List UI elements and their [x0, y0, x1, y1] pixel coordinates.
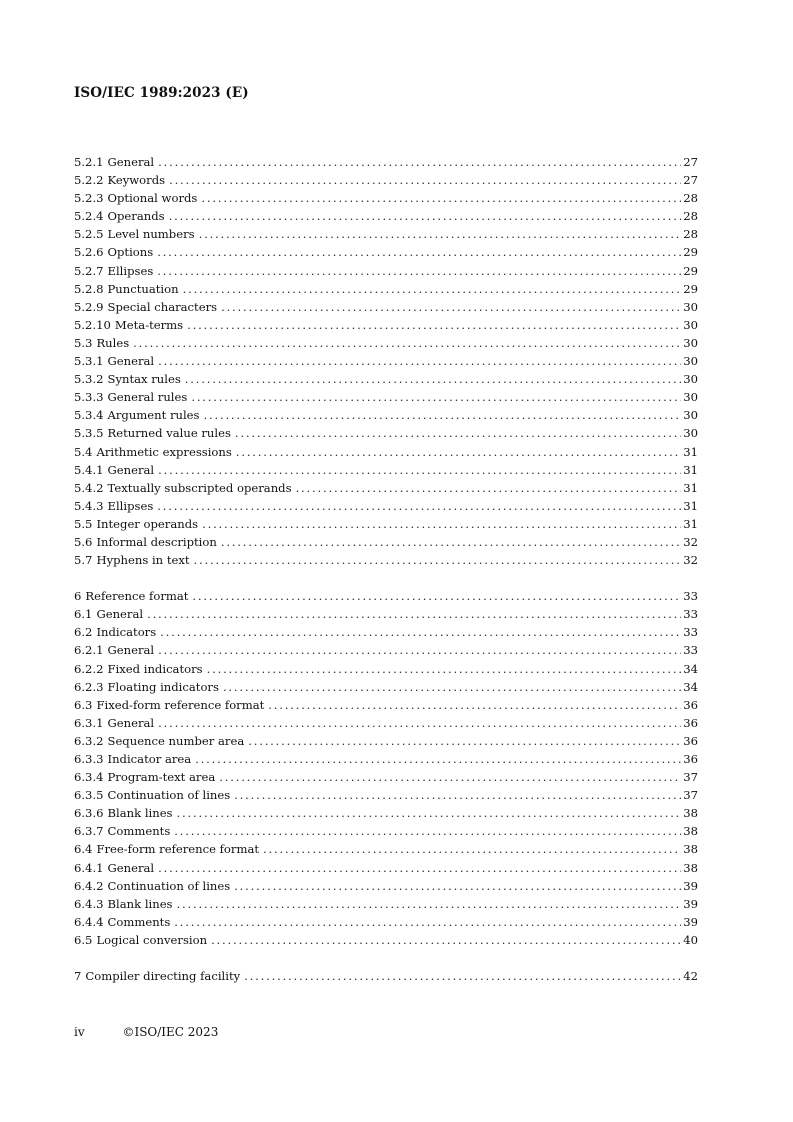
toc-entry-page: 30: [683, 317, 698, 332]
toc-entry-number: 6.4.2: [74, 878, 104, 893]
toc-entry-title: Indicators: [96, 625, 157, 640]
toc-entry[interactable]: [74, 189, 698, 207]
toc-entry[interactable]: [74, 280, 698, 298]
page-number: iv: [74, 1025, 85, 1039]
toc-entry-number: 5.4.2: [74, 480, 104, 495]
toc-dot-leader: [158, 641, 681, 659]
toc-dot-leader: [263, 840, 681, 858]
toc-dot-leader: [158, 859, 681, 877]
toc-entry-title: Logical conversion: [96, 932, 208, 947]
toc-entry-page: 28: [683, 191, 698, 206]
toc-entry[interactable]: [74, 406, 698, 424]
toc-entry-number: 6.3.5: [74, 788, 104, 803]
toc-entry[interactable]: [74, 153, 698, 171]
toc-entry[interactable]: [74, 913, 698, 931]
toc-entry-number: 6.4.4: [74, 914, 104, 929]
toc-entry-title: Operands: [107, 209, 165, 224]
toc-entry-page: 42: [683, 969, 698, 984]
toc-entry-number: 5.2.3: [74, 191, 104, 206]
toc-entry-page: 31: [683, 516, 698, 531]
toc-dot-leader: [187, 316, 681, 334]
toc-entry-title: Rules: [96, 335, 130, 350]
toc-entry[interactable]: [74, 660, 698, 678]
toc-entry[interactable]: [74, 931, 698, 949]
toc-entry-title: Indicator area: [107, 752, 192, 766]
toc-entry-number: 7: [74, 969, 82, 984]
toc-entry[interactable]: [74, 225, 698, 243]
toc-entry-number: 5.2.1: [74, 155, 104, 169]
toc-dot-leader: [177, 804, 682, 822]
toc-entry-page: 32: [683, 534, 698, 549]
toc-entry-title: Textually subscripted operands: [107, 480, 292, 495]
toc-dot-leader: [157, 262, 681, 280]
toc-dot-leader: [219, 768, 681, 786]
toc-entry[interactable]: [74, 497, 698, 515]
toc-dot-leader: [169, 171, 681, 189]
toc-entry-page: 27: [683, 173, 698, 188]
toc-entry-number: 6.2: [74, 625, 93, 640]
toc-dot-leader: [147, 605, 681, 623]
toc-dot-leader: [234, 877, 681, 895]
toc-entry-page: 39: [683, 878, 698, 893]
toc-entry-number: 5.4: [74, 444, 93, 459]
toc-dot-leader: [174, 913, 681, 931]
toc-entry-number: 5.2.7: [74, 263, 104, 278]
toc-entry-title: Comments: [107, 824, 171, 839]
toc-entry-page: 30: [683, 372, 698, 387]
toc-entry-title: Optional words: [107, 191, 198, 206]
toc-entry[interactable]: [74, 298, 698, 316]
toc-dot-leader: [235, 424, 681, 442]
toc-entry-title: Sequence number area: [107, 733, 245, 748]
toc-entry-number: 5.2.4: [74, 209, 104, 224]
toc-entry-title: General: [107, 643, 155, 658]
toc-entry-number: 5.3.3: [74, 390, 104, 405]
toc-entry[interactable]: [74, 822, 698, 840]
toc-dot-leader: [158, 461, 681, 479]
toc-entry-page: 33: [683, 643, 698, 658]
toc-entry-title: Floating indicators: [107, 679, 219, 694]
toc-entry-number: 5.2.6: [74, 245, 104, 260]
toc-entry-title: Compiler directing facility: [85, 969, 241, 984]
toc-entry-page: 30: [683, 390, 698, 405]
toc-entry[interactable]: [74, 895, 698, 913]
toc-dot-leader: [296, 479, 682, 497]
toc-entry-title: Returned value rules: [107, 426, 231, 441]
toc-entry-page: 29: [683, 245, 698, 260]
toc-entry[interactable]: [74, 171, 698, 189]
toc-entry-number: 6.2.2: [74, 661, 104, 676]
toc-group-clause-6: [74, 587, 698, 949]
toc-entry[interactable]: [74, 587, 698, 605]
toc-entry[interactable]: [74, 696, 698, 714]
page-footer: [74, 1025, 218, 1039]
toc-entry-page: 39: [683, 914, 698, 929]
toc-entry[interactable]: [74, 840, 698, 858]
toc-entry-number: 5.2.2: [74, 173, 104, 188]
toc-dot-leader: [194, 551, 682, 569]
toc-entry[interactable]: [74, 207, 698, 225]
toc-entry-number: 6.3.3: [74, 752, 104, 766]
toc-entry-number: 6.1: [74, 607, 93, 622]
toc-dot-leader: [199, 225, 682, 243]
toc-dot-leader: [202, 515, 681, 533]
toc-entry-page: 36: [683, 715, 698, 730]
toc-entry[interactable]: [74, 859, 698, 877]
toc-entry-page: 28: [683, 209, 698, 224]
toc-dot-leader: [169, 207, 682, 225]
toc-entry[interactable]: [74, 424, 698, 442]
toc-entry-number: 6.5: [74, 932, 93, 947]
toc-dot-leader: [268, 696, 681, 714]
toc-entry-title: Argument rules: [107, 408, 200, 423]
toc-entry-page: 27: [683, 155, 698, 169]
toc-entry-title: General: [107, 155, 155, 169]
toc-dot-leader: [236, 443, 681, 461]
toc-dot-leader: [191, 388, 681, 406]
toc-entry-page: 34: [683, 679, 698, 694]
toc-entry[interactable]: [74, 714, 698, 732]
toc-entry-page: 33: [683, 625, 698, 640]
toc-entry-number: 6.3.2: [74, 733, 104, 748]
toc-entry-page: 30: [683, 335, 698, 350]
toc-group-clause-7: [74, 967, 698, 985]
toc-dot-leader: [177, 895, 682, 913]
toc-entry-title: Meta-terms: [114, 317, 184, 332]
toc-entry-page: 33: [683, 607, 698, 622]
toc-dot-leader: [174, 822, 681, 840]
table-of-contents: [74, 153, 698, 985]
toc-entry-number: 5.3.1: [74, 354, 104, 369]
toc-entry-page: 36: [683, 733, 698, 748]
toc-entry-title: Blank lines: [107, 896, 173, 911]
toc-entry-page: 40: [683, 932, 698, 947]
toc-entry-page: 37: [683, 770, 698, 785]
toc-dot-leader: [221, 298, 681, 316]
toc-entry-title: Fixed-form reference format: [96, 697, 265, 712]
toc-dot-leader: [158, 352, 681, 370]
toc-entry-title: Integer operands: [96, 516, 199, 531]
toc-entry-page: 31: [683, 480, 698, 495]
toc-entry-number: 6.3: [74, 697, 93, 712]
toc-entry-number: 6.3.1: [74, 715, 104, 730]
toc-entry[interactable]: [74, 678, 698, 696]
toc-entry-page: 31: [683, 498, 698, 513]
toc-entry-title: Syntax rules: [107, 372, 181, 387]
toc-dot-leader: [183, 280, 682, 298]
toc-dot-leader: [204, 406, 682, 424]
toc-entry-number: 6.4.1: [74, 860, 104, 875]
toc-entry[interactable]: [74, 352, 698, 370]
toc-entry-title: Continuation of lines: [107, 878, 231, 893]
toc-entry[interactable]: [74, 877, 698, 895]
toc-entry-number: 5.7: [74, 553, 93, 568]
toc-entry-title: General rules: [107, 390, 188, 405]
toc-entry-title: Keywords: [107, 173, 166, 188]
toc-entry[interactable]: [74, 533, 698, 551]
toc-entry[interactable]: [74, 623, 698, 641]
toc-entry-number: 5.3.4: [74, 408, 104, 423]
toc-entry-page: 30: [683, 354, 698, 369]
toc-entry-title: Reference format: [85, 589, 189, 604]
toc-entry-page: 39: [683, 896, 698, 911]
toc-dot-leader: [192, 587, 681, 605]
toc-entry[interactable]: [74, 786, 698, 804]
toc-entry-page: 30: [683, 426, 698, 441]
toc-entry-number: 5.2.8: [74, 281, 104, 296]
toc-dot-leader: [195, 750, 681, 768]
toc-dot-leader: [157, 243, 681, 261]
toc-entry-page: 31: [683, 462, 698, 477]
toc-dot-leader: [223, 678, 681, 696]
toc-entry[interactable]: [74, 461, 698, 479]
toc-entry[interactable]: [74, 768, 698, 786]
toc-dot-leader: [158, 714, 681, 732]
toc-entry-page: 38: [683, 860, 698, 875]
toc-entry-number: 6.2.3: [74, 679, 104, 694]
toc-entry-title: General: [107, 462, 155, 477]
toc-entry-number: 6: [74, 589, 82, 604]
toc-entry-page: 29: [683, 281, 698, 296]
toc-entry-title: Hyphens in text: [96, 553, 190, 568]
document-header: [74, 85, 249, 101]
document-title: ISO/IEC 1989:2023 (E): [74, 85, 249, 101]
toc-dot-leader: [185, 370, 681, 388]
toc-entry-number: 5.6: [74, 534, 93, 549]
toc-entry[interactable]: [74, 479, 698, 497]
toc-entry-page: 29: [683, 263, 698, 278]
toc-spacer: [74, 569, 698, 587]
copyright-notice: ©ISO/IEC 2023: [122, 1025, 219, 1039]
toc-entry-number: 6.4.3: [74, 896, 104, 911]
toc-entry-title: Arithmetic expressions: [96, 444, 232, 459]
toc-entry-title: Punctuation: [107, 281, 179, 296]
toc-group-clause-5: [74, 153, 698, 569]
toc-entry-page: 30: [683, 299, 698, 314]
toc-entry-number: 6.3.7: [74, 824, 104, 839]
toc-entry-number: 5.2.5: [74, 227, 104, 242]
toc-entry-title: Informal description: [96, 534, 217, 549]
toc-entry-page: 36: [683, 697, 698, 712]
toc-entry-number: 6.4: [74, 842, 93, 857]
toc-entry-number: 5.2.10: [74, 317, 111, 332]
toc-entry[interactable]: [74, 967, 698, 985]
toc-dot-leader: [157, 497, 681, 515]
toc-entry-page: 31: [683, 444, 698, 459]
toc-entry[interactable]: [74, 388, 698, 406]
toc-entry-page: 32: [683, 553, 698, 568]
toc-entry-number: 6.2.1: [74, 643, 104, 658]
toc-entry[interactable]: [74, 641, 698, 659]
toc-entry-title: Special characters: [107, 299, 218, 314]
toc-entry-number: 5.5: [74, 516, 93, 531]
toc-entry[interactable]: [74, 370, 698, 388]
toc-entry-title: Continuation of lines: [107, 788, 231, 803]
toc-entry-title: Ellipses: [107, 263, 154, 278]
toc-entry[interactable]: [74, 750, 698, 768]
toc-entry[interactable]: [74, 262, 698, 280]
toc-entry-title: General: [107, 860, 155, 875]
toc-entry-page: 34: [683, 661, 698, 676]
toc-dot-leader: [211, 931, 681, 949]
toc-entry-number: 5.3.5: [74, 426, 104, 441]
toc-entry[interactable]: [74, 804, 698, 822]
toc-dot-leader: [244, 967, 681, 985]
toc-entry[interactable]: [74, 551, 698, 569]
toc-entry[interactable]: [74, 515, 698, 533]
toc-entry-title: Program-text area: [107, 770, 216, 785]
toc-entry-number: 5.2.9: [74, 299, 104, 314]
toc-dot-leader: [201, 189, 681, 207]
toc-dot-leader: [133, 334, 681, 352]
toc-entry-page: 30: [683, 408, 698, 423]
toc-entry-title: Blank lines: [107, 806, 173, 821]
toc-entry-number: 5.4.1: [74, 462, 104, 477]
toc-entry-page: 37: [683, 788, 698, 803]
toc-entry-title: General: [107, 354, 155, 369]
toc-entry-title: Comments: [107, 914, 171, 929]
toc-entry-number: 6.3.4: [74, 770, 104, 785]
toc-entry-title: Fixed indicators: [107, 661, 203, 676]
toc-dot-leader: [234, 786, 681, 804]
toc-entry-title: Free-form reference format: [96, 842, 260, 857]
toc-dot-leader: [248, 732, 681, 750]
toc-entry-number: 5.3: [74, 335, 93, 350]
toc-entry-page: 38: [683, 824, 698, 839]
toc-entry-title: Ellipses: [107, 498, 154, 513]
toc-entry-page: 36: [683, 752, 698, 766]
toc-entry-title: Options: [107, 245, 154, 260]
toc-entry-number: 5.4.3: [74, 498, 104, 513]
toc-entry[interactable]: [74, 443, 698, 461]
toc-spacer: [74, 949, 698, 967]
toc-entry-number: 5.3.2: [74, 372, 104, 387]
toc-entry[interactable]: [74, 316, 698, 334]
toc-entry-title: General: [96, 607, 144, 622]
toc-entry-page: 33: [683, 589, 698, 604]
toc-entry[interactable]: [74, 334, 698, 352]
toc-entry[interactable]: [74, 243, 698, 261]
toc-entry-page: 28: [683, 227, 698, 242]
toc-entry-page: 38: [683, 842, 698, 857]
toc-dot-leader: [207, 660, 682, 678]
toc-dot-leader: [158, 153, 681, 171]
toc-dot-leader: [221, 533, 681, 551]
toc-dot-leader: [160, 623, 681, 641]
toc-entry-title: Level numbers: [107, 227, 195, 242]
toc-entry[interactable]: [74, 732, 698, 750]
toc-entry-number: 6.3.6: [74, 806, 104, 821]
toc-entry-title: General: [107, 715, 155, 730]
toc-entry[interactable]: [74, 605, 698, 623]
toc-entry-page: 38: [683, 806, 698, 821]
